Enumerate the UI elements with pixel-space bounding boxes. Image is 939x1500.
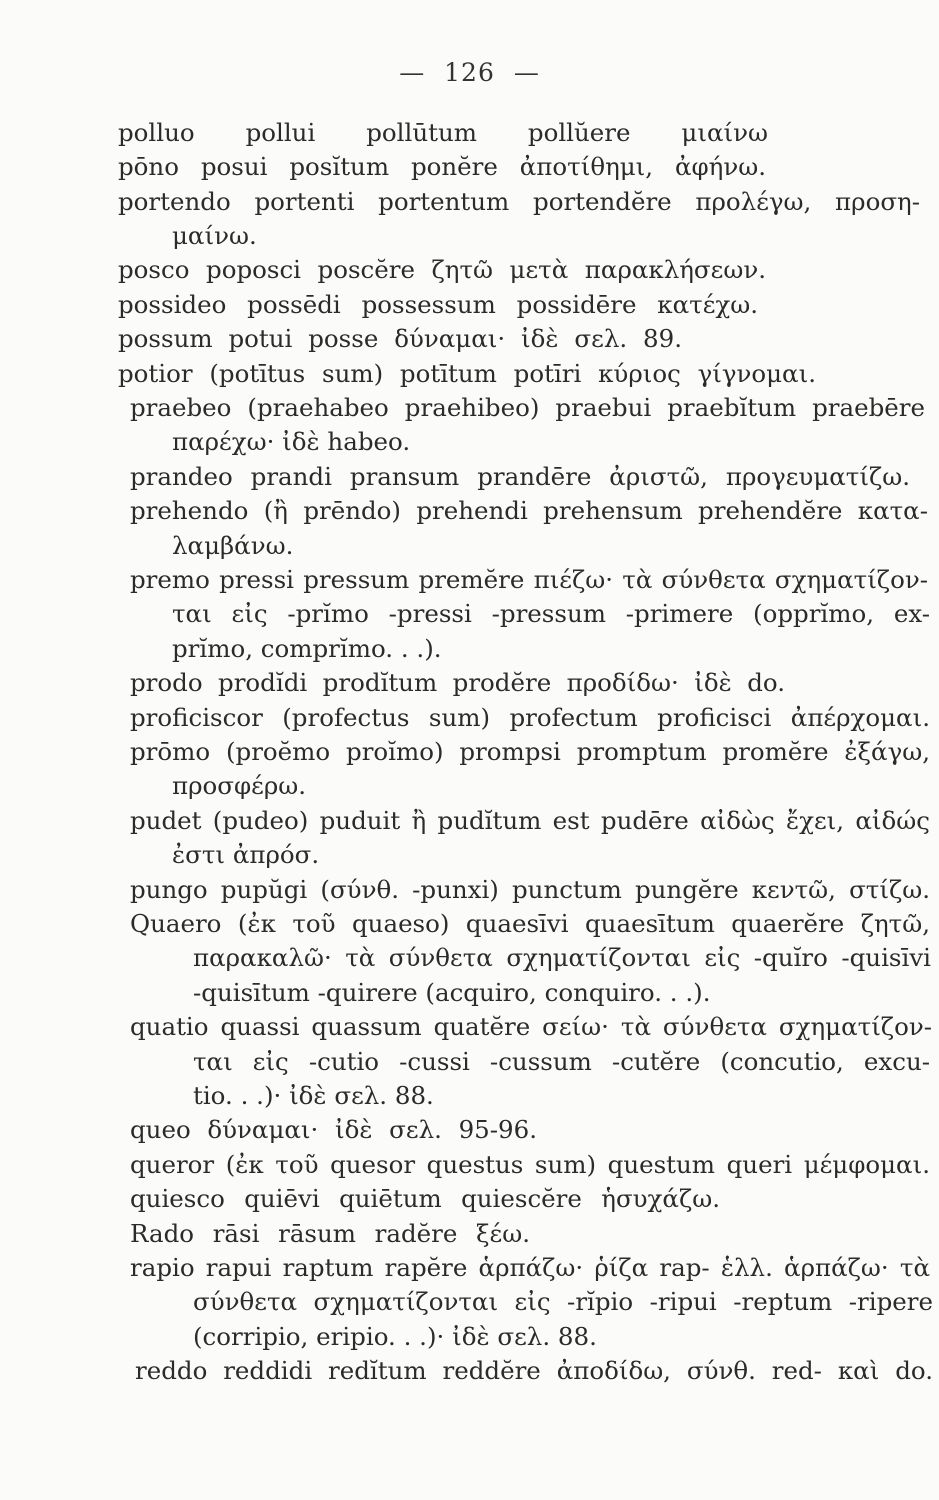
text-line: proficiscor (profectus sum) profectum proficisci ἀπέρχομαι. bbox=[130, 703, 930, 732]
text-line: portendo portenti portentum portendĕre προλέγω, προση- bbox=[118, 187, 920, 216]
text-line: Quaero (ἐκ τοῦ quaeso) quaesīvi quaesītum quaerĕre ζητῶ, bbox=[130, 909, 930, 938]
text-line: potior (potītus sum) potītum potīri κύριος γίγνομαι. bbox=[118, 359, 816, 388]
text-line: premo pressi pressum premĕre πιέζω· τὰ σύνθετα σχηματίζον- bbox=[130, 565, 928, 594]
text-line: pōno posui posĭtum ponĕre ἀποτίθημι, ἀφήνω. bbox=[118, 152, 766, 181]
text-line: pungo pupŭgi (σύνθ. -punxi) punctum pungĕre κεντῶ, στίζω. bbox=[130, 875, 930, 904]
text-line: posco poposci poscĕre ζητῶ μετὰ παρακλήσεων. bbox=[118, 255, 766, 284]
text-line: prĭmo, comprĭmo. . .). bbox=[172, 634, 442, 663]
text-line: quatio quassi quassum quatĕre σείω· τὰ σύνθετα σχηματίζον- bbox=[130, 1012, 932, 1041]
page-number-dash-left: — bbox=[399, 58, 426, 87]
text-line: προσφέρω. bbox=[172, 771, 306, 800]
text-line: prehendo (ἢ prēndo) prehendi prehensum prehendĕre κατα- bbox=[130, 496, 928, 525]
text-line: queo δύναμαι· ἰδὲ σελ. 95-96. bbox=[130, 1115, 537, 1144]
text-line: prodo prodĭdi prodĭtum prodĕre προδίδω· ἰδὲ do. bbox=[130, 668, 785, 697]
text-line: queror (ἐκ τοῦ quesor questus sum) questum queri μέμφομαι. bbox=[130, 1150, 930, 1179]
text-line: praebeo (praehabeo praehibeo) praebui praebĭtum praebēre bbox=[130, 393, 925, 422]
text-line: -quisītum -quirere (acquiro, conquiro. . .). bbox=[193, 978, 711, 1007]
text-line: ται εἰς -cutio -cussi -cussum -cutĕre (concutio, excu- bbox=[193, 1047, 930, 1076]
text-line: παρακαλῶ· τὰ σύνθετα σχηματίζονται εἰς -quĭro -quisīvi bbox=[193, 943, 931, 972]
text-line: prōmo (proĕmo proĭmo) prompsi promptum promĕre ἐξάγω, bbox=[130, 737, 930, 766]
text-line: λαμβάνω. bbox=[172, 531, 294, 560]
text-line: ἐστι ἀπρόσ. bbox=[172, 840, 320, 869]
text-line: rapio rapui raptum rapĕre ἁρπάζω· ῥίζα rap- ἑλλ. ἁρπάζω· τὰ bbox=[130, 1253, 930, 1282]
text-line: παρέχω· ἰδὲ habeo. bbox=[172, 427, 411, 456]
text-line: σύνθετα σχηματίζονται εἰς -rĭpio -ripui -reptum -ripere bbox=[193, 1287, 933, 1316]
page-number-dash-right: — bbox=[513, 58, 540, 87]
text-line: tio. . .)· ἰδὲ σελ. 88. bbox=[193, 1081, 434, 1110]
text-line: possideo possēdi possessum possidēre κατέχω. bbox=[118, 290, 758, 319]
text-line: prandeo prandi pransum prandēre ἀριστῶ, προγευματίζω. bbox=[130, 462, 910, 491]
text-line: pudet (pudeo) puduit ἢ pudĭtum est pudēre αἰδὼς ἔχει, αἰδώς bbox=[130, 806, 930, 835]
text-line: μαίνω. bbox=[172, 221, 257, 250]
text-line: polluo pollui pollūtum pollŭere μιαίνω bbox=[118, 118, 768, 147]
page-number-value: 126 bbox=[444, 58, 495, 87]
text-line: ται εἰς -prĭmo -pressi -pressum -primere (opprĭmo, ex- bbox=[172, 599, 930, 628]
text-line: possum potui posse δύναμαι· ἰδὲ σελ. 89. bbox=[118, 324, 682, 353]
text-line: (corripio, eripio. . .)· ἰδὲ σελ. 88. bbox=[193, 1322, 597, 1351]
page-number bbox=[0, 58, 939, 87]
text-line: Rado rāsi rāsum radĕre ξέω. bbox=[130, 1219, 530, 1248]
text-line: reddo reddidi redĭtum reddĕre ἀποδίδω, σύνθ. red- καὶ do. bbox=[135, 1356, 933, 1385]
text-line: quiesco quiēvi quiētum quiescĕre ἡσυχάζω. bbox=[130, 1184, 720, 1213]
